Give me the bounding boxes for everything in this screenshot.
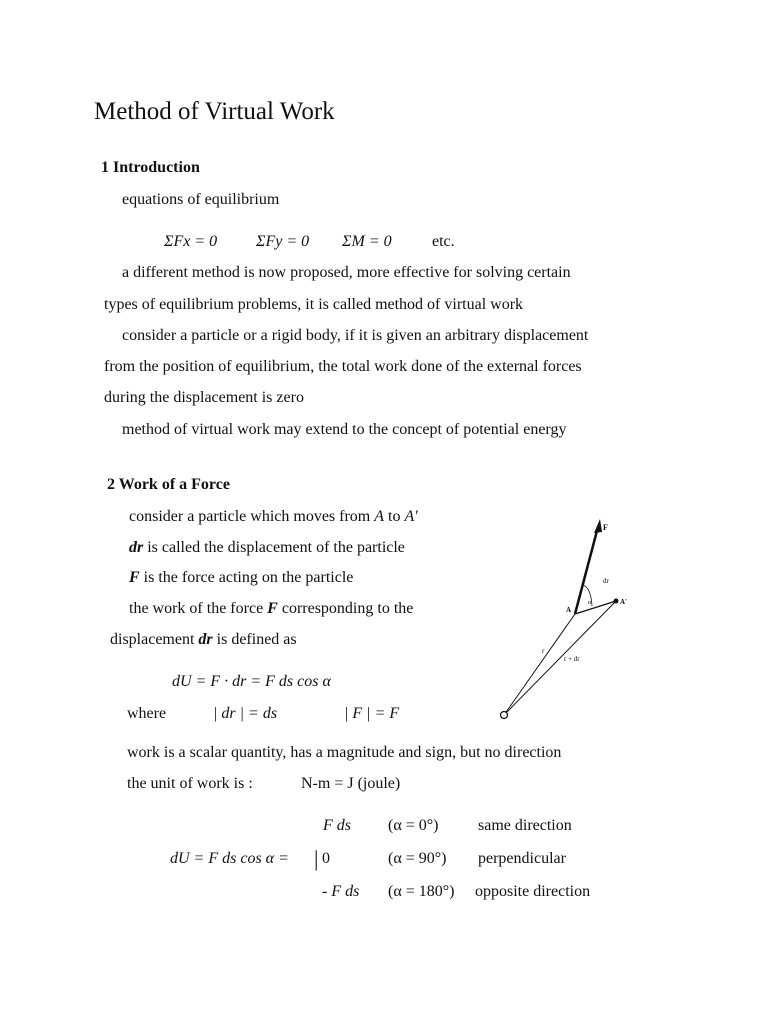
dr-magnitude-eq: | dr | = ds — [213, 705, 278, 722]
point-a: A — [374, 508, 385, 525]
label-a-prime: A' — [620, 598, 627, 606]
dr-symbol: dr — [198, 631, 213, 648]
label-alpha: α — [588, 600, 592, 606]
sec2-line-2-text: is called the displacement of the particle — [143, 539, 405, 556]
f-symbol: F — [267, 600, 278, 617]
work-definition-equation: dU = F · dr = F ds cos α — [172, 673, 331, 690]
sec2-line-4 — [129, 600, 413, 618]
dr-symbol: dr — [129, 539, 144, 556]
position-vector-r — [504, 614, 575, 715]
page-title: Method of Virtual Work — [94, 98, 335, 125]
case-row-2-desc: perpendicular — [478, 850, 566, 867]
equilibrium-eq-m: ΣM = 0 — [342, 233, 392, 250]
case-row-1-angle: (α = 0°) — [388, 817, 439, 834]
sec2-line-5 — [110, 631, 297, 649]
point-a-prime: A' — [404, 508, 418, 525]
label-r-plus-dr: r + dr — [564, 655, 580, 663]
sec1-line-5: during the displacement is zero — [104, 389, 304, 406]
case-row-3-value: - F ds — [322, 883, 360, 900]
point-a-prime-dot — [614, 599, 619, 604]
position-vector-r-plus-dr — [504, 601, 616, 715]
section-1-heading: 1 Introduction — [101, 159, 200, 176]
f-symbol: F — [129, 569, 140, 586]
case-row-3-desc: opposite direction — [475, 883, 591, 900]
sec1-line-1: a different method is now proposed, more effective for solving certain — [122, 264, 571, 281]
sec2-line-5-rest: is defined as — [212, 631, 297, 648]
section-2-heading: 2 Work of a Force — [107, 476, 230, 493]
case-row-3-angle: (α = 180°) — [388, 883, 455, 900]
case-row-2-angle: (α = 90°) — [388, 850, 447, 867]
sec2-line-1-to: to — [384, 508, 405, 525]
origin-point — [501, 712, 508, 719]
equilibrium-eq-fx: ΣFx = 0 — [164, 233, 218, 250]
sec1-line-6: method of virtual work may extend to the concept of potential energy — [122, 421, 567, 438]
sec1-line-3: consider a particle or a rigid body, if it is given an arbitrary displacement — [122, 327, 589, 344]
unit-value: N-m = J (joule) — [301, 775, 401, 792]
case-row-1-value: F ds — [323, 817, 351, 834]
where-label: where — [127, 705, 167, 722]
sec2-line-4-rest: corresponding to the — [277, 600, 414, 617]
sec2-line-3-text: is the force acting on the particle — [139, 569, 354, 586]
sec2-line-1-text: consider a particle which moves from — [129, 508, 375, 525]
force-vector-f — [575, 527, 598, 614]
intro-text: equations of equilibrium — [122, 191, 280, 208]
sec2-line-3 — [129, 569, 353, 587]
force-displacement-diagram — [490, 515, 650, 725]
sec2-line-1 — [129, 508, 418, 526]
scalar-note: work is a scalar quantity, has a magnitude and sign, but no direction — [127, 744, 562, 761]
label-r: r — [542, 647, 545, 655]
sec1-line-4: from the position of equilibrium, the total work done of the external forces — [104, 358, 582, 375]
equilibrium-eq-fy: ΣFy = 0 — [256, 233, 310, 250]
unit-label: the unit of work is : — [127, 775, 253, 792]
case-row-1-desc: same direction — [478, 817, 572, 834]
sec2-line-5-text: displacement — [110, 631, 199, 648]
label-dr: dr — [603, 577, 609, 585]
sec2-line-2 — [129, 539, 405, 557]
label-a: A — [566, 606, 572, 614]
equilibrium-etc: etc. — [432, 233, 455, 250]
force-arrowhead — [594, 519, 602, 533]
f-magnitude-eq: | F | = F — [344, 705, 400, 722]
case-row-2-value: 0 — [322, 850, 330, 867]
cases-lhs: dU = F ds cos α = — [170, 850, 289, 867]
sec1-line-2: types of equilibrium problems, it is called method of virtual work — [104, 296, 524, 313]
sec2-line-4-text: the work of the force — [129, 600, 268, 617]
label-f: F — [603, 523, 608, 532]
cases-brace: | — [314, 846, 319, 871]
